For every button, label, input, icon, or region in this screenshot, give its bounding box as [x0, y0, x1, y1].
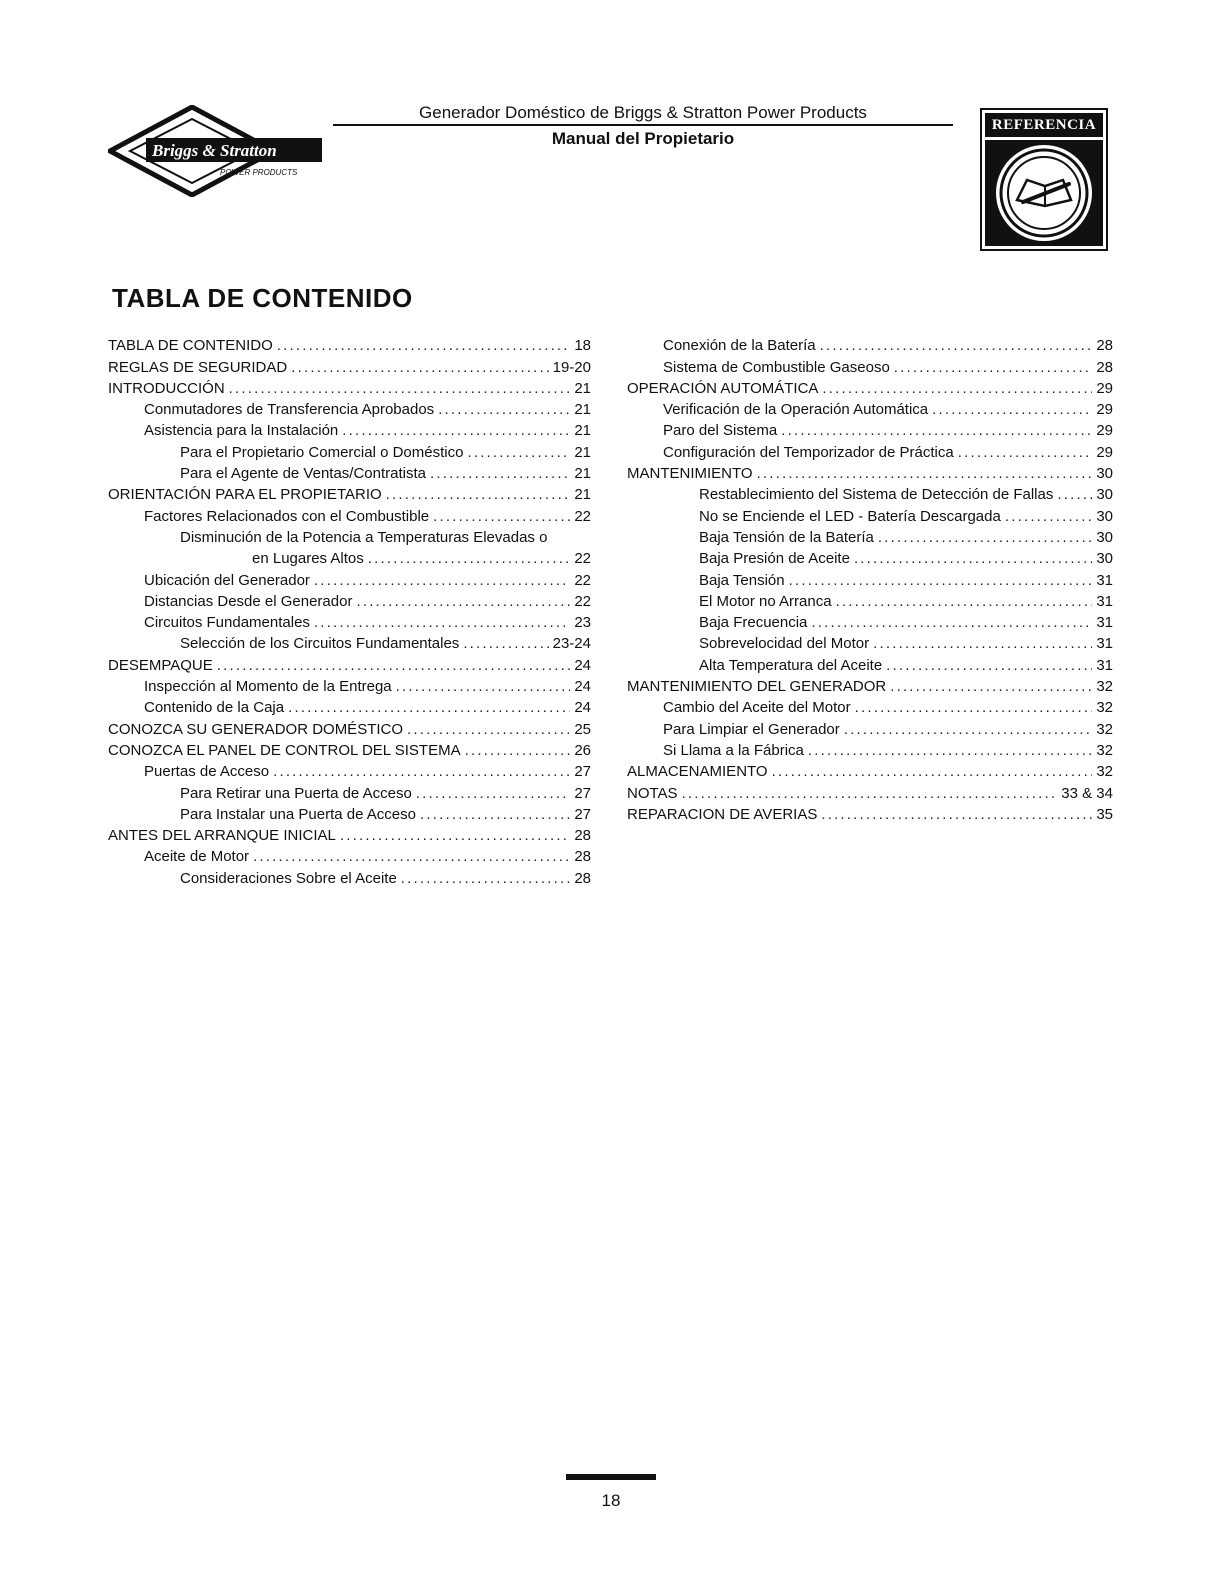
toc-leader-dots [890, 678, 1092, 695]
toc-entry-page: 30 [1096, 465, 1113, 483]
toc-entry-title: REGLAS DE SEGURIDAD [108, 358, 288, 376]
toc-entry-page: 35 [1096, 805, 1113, 823]
toc-entry-page: 22 [574, 571, 591, 589]
toc-entry-page: 27 [574, 784, 591, 802]
toc-leader-dots [467, 444, 570, 461]
toc-leader-dots [821, 806, 1092, 823]
toc-entry-title: Configuración del Temporizador de Práctica [663, 443, 954, 461]
toc-leader-dots [808, 742, 1092, 759]
toc-entry-page: 18 [574, 337, 591, 355]
toc-entry-title: Inspección al Momento de la Entrega [144, 678, 392, 696]
toc-leader-dots [820, 337, 1093, 354]
toc-entry-title: Para Limpiar el Generador [663, 720, 840, 738]
header-rule [333, 124, 953, 126]
toc-entry [627, 716, 1113, 737]
toc-entry-title: Verificación de la Operación Automática [663, 401, 929, 419]
toc-leader-dots [416, 785, 571, 802]
toc-leader-dots [386, 486, 571, 503]
toc-entry [108, 333, 591, 354]
toc-column-right [627, 333, 1113, 823]
toc-entry-page: 21 [574, 443, 591, 461]
toc-entry [108, 844, 591, 865]
toc-leader-dots [873, 635, 1092, 652]
toc-entry-page: 21 [574, 465, 591, 483]
toc-entry [627, 802, 1113, 823]
toc-entry [627, 439, 1113, 460]
toc-leader-dots [342, 422, 570, 439]
toc-entry-title: Puertas de Acceso [144, 763, 270, 781]
toc-entry [108, 589, 591, 610]
toc-entry [627, 525, 1113, 546]
toc-entry [627, 503, 1113, 524]
toc-entry-title: NOTAS [627, 784, 678, 802]
toc-leader-dots [855, 699, 1093, 716]
toc-entry-page: 32 [1096, 720, 1113, 738]
toc-entry [627, 397, 1113, 418]
toc-entry-title: Baja Tensión de la Batería [699, 528, 874, 546]
toc-entry-title: Cambio del Aceite del Motor [663, 699, 851, 717]
toc-entry-page: 21 [574, 486, 591, 504]
toc-entry-page: 32 [1096, 763, 1113, 781]
toc-entry-page: 26 [574, 741, 591, 759]
toc-leader-dots [958, 444, 1093, 461]
toc-entry-title: Alta Temperatura del Aceite [699, 656, 883, 674]
toc-entry [108, 376, 591, 397]
toc-leader-dots [844, 721, 1093, 738]
toc-leader-dots [772, 763, 1093, 780]
toc-entry [108, 802, 591, 823]
toc-entry-page: 31 [1096, 656, 1113, 674]
toc-entry [627, 652, 1113, 673]
toc-entry [108, 631, 591, 652]
toc-entry-title: Factores Relacionados con el Combustible [144, 507, 430, 525]
toc-entry-page: 30 [1096, 528, 1113, 546]
reference-label: REFERENCIA [985, 113, 1103, 137]
toc-entry [627, 333, 1113, 354]
toc-entry-page: 24 [574, 699, 591, 717]
toc-entry-title: Distancias Desde el Generador [144, 592, 353, 610]
toc-leader-dots [811, 614, 1092, 631]
toc-entry [627, 482, 1113, 503]
toc-leader-dots [288, 699, 570, 716]
toc-entry-title: Asistencia para la Instalación [144, 422, 339, 440]
toc-leader-dots [894, 359, 1093, 376]
toc-leader-dots [1005, 508, 1092, 525]
toc-entry-title: Para Retirar una Puerta de Acceso [180, 784, 412, 802]
page-title: TABLA DE CONTENIDO [112, 283, 413, 313]
toc-leader-dots [836, 593, 1093, 610]
toc-entry-page: 32 [1096, 741, 1113, 759]
toc-leader-dots [463, 635, 548, 652]
toc-entry-title: DESEMPAQUE [108, 656, 213, 674]
toc-leader-dots [314, 572, 570, 589]
footer-bar [566, 1474, 656, 1480]
toc-entry [627, 567, 1113, 588]
toc-entry-title: Para el Propietario Comercial o Doméstico [180, 443, 464, 461]
toc-entry [108, 823, 591, 844]
toc-leader-dots [932, 401, 1092, 418]
toc-entry-title: Disminución de la Potencia a Temperaturas Elevadas o [180, 528, 548, 546]
toc-entry-title: Para el Agente de Ventas/Contratista [180, 465, 426, 483]
logo-sub: POWER PRODUCTS [220, 168, 298, 177]
toc-leader-dots [789, 572, 1093, 589]
toc-entry-title: en Lugares Altos [252, 550, 364, 568]
toc-entry [108, 546, 591, 567]
toc-leader-dots [878, 529, 1092, 546]
toc-entry-page: 28 [574, 848, 591, 866]
toc-entry-title: Baja Frecuencia [699, 614, 808, 632]
toc-entry [108, 397, 591, 418]
toc-entry [627, 759, 1113, 780]
toc-entry [627, 546, 1113, 567]
toc-entry [627, 589, 1113, 610]
toc-entry-title: Circuitos Fundamentales [144, 614, 310, 632]
toc-leader-dots [407, 721, 570, 738]
toc-leader-dots [781, 422, 1092, 439]
toc-leader-dots [757, 465, 1093, 482]
toc-entry-page: 21 [574, 401, 591, 419]
toc-leader-dots [356, 593, 570, 610]
toc-entry-title: Conexión de la Batería [663, 337, 816, 355]
toc-entry-title: ALMACENAMIENTO [627, 763, 768, 781]
toc-entry-page: 24 [574, 678, 591, 696]
toc-entry-page: 21 [574, 422, 591, 440]
toc-leader-dots [1057, 486, 1092, 503]
toc-entry-page: 25 [574, 720, 591, 738]
toc-entry [108, 780, 591, 801]
toc-entry [108, 759, 591, 780]
toc-leader-dots [420, 806, 570, 823]
toc-entry-page: 28 [574, 827, 591, 845]
toc-entry-title: Para Instalar una Puerta de Acceso [180, 805, 416, 823]
toc-entry-title: No se Enciende el LED - Batería Descargada [699, 507, 1001, 525]
toc-leader-dots [291, 359, 548, 376]
toc-entry [627, 674, 1113, 695]
toc-entry-page: 30 [1096, 507, 1113, 525]
toc-entry-page: 28 [1096, 358, 1113, 376]
toc-entry-title: Sistema de Combustible Gaseoso [663, 358, 890, 376]
toc-leader-dots [854, 550, 1092, 567]
toc-entry [108, 716, 591, 737]
toc-entry-title: ANTES DEL ARRANQUE INICIAL [108, 827, 336, 845]
logo-name: Briggs & Stratton [152, 141, 277, 160]
toc-entry-page: 31 [1096, 571, 1113, 589]
toc-entry [108, 503, 591, 524]
toc-entry [627, 376, 1113, 397]
toc-leader-dots [217, 657, 571, 674]
toc-entry [108, 674, 591, 695]
toc-entry-title: TABLA DE CONTENIDO [108, 337, 273, 355]
toc-entry [108, 610, 591, 631]
toc-entry-page: 21 [574, 379, 591, 397]
toc-entry-title: OPERACIÓN AUTOMÁTICA [627, 379, 819, 397]
toc-entry-page: 28 [1096, 337, 1113, 355]
toc-leader-dots [682, 785, 1058, 802]
toc-entry [627, 631, 1113, 652]
toc-entry-page: 29 [1096, 401, 1113, 419]
toc-entry-page: 31 [1096, 614, 1113, 632]
toc-entry-title: Baja Presión de Aceite [699, 550, 850, 568]
reference-book-icon [985, 140, 1103, 246]
toc-entry-page: 24 [574, 656, 591, 674]
toc-entry-page: 22 [574, 550, 591, 568]
toc-entry-page: 30 [1096, 486, 1113, 504]
header-title: Generador Doméstico de Briggs & Stratton Power Products [419, 103, 867, 122]
toc-entry-title: CONOZCA SU GENERADOR DOMÉSTICO [108, 720, 404, 738]
toc-entry-page: 28 [574, 869, 591, 887]
toc-entry-page: 22 [574, 507, 591, 525]
toc-entry [627, 354, 1113, 375]
toc-entry [627, 695, 1113, 716]
toc-leader-dots [273, 763, 570, 780]
toc-entry [108, 439, 591, 460]
briggs-stratton-logo [108, 105, 330, 197]
toc-entry-title: Contenido de la Caja [144, 699, 285, 717]
toc-entry-page: 32 [1096, 699, 1113, 717]
toc-entry [108, 354, 591, 375]
toc-leader-dots [229, 380, 571, 397]
toc-entry [108, 567, 591, 588]
toc-entry-title: Paro del Sistema [663, 422, 778, 440]
toc-entry-page: 29 [1096, 379, 1113, 397]
toc-entry-title: Consideraciones Sobre el Aceite [180, 869, 397, 887]
toc-leader-dots [314, 614, 570, 631]
reference-badge [980, 108, 1108, 251]
toc-leader-dots [401, 870, 571, 887]
toc-entry-title: Conmutadores de Transferencia Aprobados [144, 401, 435, 419]
toc-entry [108, 865, 591, 886]
toc-entry [627, 610, 1113, 631]
toc-entry-page: 23 [574, 614, 591, 632]
toc-leader-dots [465, 742, 571, 759]
toc-leader-dots [433, 508, 570, 525]
toc-leader-dots [822, 380, 1092, 397]
page-number: 18 [601, 1491, 621, 1510]
toc-entry [108, 695, 591, 716]
toc-entry-page: 27 [574, 763, 591, 781]
toc-entry-page: 32 [1096, 678, 1113, 696]
toc-entry-page: 27 [574, 805, 591, 823]
toc-entry-title: MANTENIMIENTO DEL GENERADOR [627, 678, 887, 696]
toc-leader-dots [438, 401, 570, 418]
toc-entry [108, 652, 591, 673]
toc-entry-page: 29 [1096, 422, 1113, 440]
toc-entry-title: Baja Tensión [699, 571, 785, 589]
toc-column-left [108, 333, 591, 887]
toc-entry-title: Selección de los Circuitos Fundamentales [180, 635, 460, 653]
toc-entry-page: 23-24 [552, 635, 591, 653]
toc-entry-title: ORIENTACIÓN PARA EL PROPIETARIO [108, 486, 382, 504]
toc-entry-title: CONOZCA EL PANEL DE CONTROL DEL SISTEMA [108, 741, 461, 759]
toc-entry-title: Sobrevelocidad del Motor [699, 635, 870, 653]
toc-entry [627, 418, 1113, 439]
toc-entry-title: INTRODUCCIÓN [108, 379, 225, 397]
toc-entry [108, 418, 591, 439]
toc-leader-dots [253, 848, 570, 865]
toc-entry-page: 19-20 [552, 358, 591, 376]
toc-entry-title: Aceite de Motor [144, 848, 250, 866]
toc-entry [627, 780, 1113, 801]
toc-entry [108, 738, 591, 759]
toc-leader-dots [396, 678, 571, 695]
toc-entry-title: REPARACION DE AVERIAS [627, 805, 818, 823]
toc-entry-page: 31 [1096, 592, 1113, 610]
toc-entry [108, 482, 591, 503]
toc-leader-dots [340, 827, 570, 844]
toc-entry-page: 30 [1096, 550, 1113, 568]
toc-entry-title: Restablecimiento del Sistema de Detección de Fallas [699, 486, 1054, 504]
header-subtitle: Manual del Propietario [551, 129, 735, 148]
toc-entry-page: 22 [574, 592, 591, 610]
toc-entry-page: 33 & 34 [1061, 784, 1113, 802]
toc-entry-title: El Motor no Arranca [699, 592, 832, 610]
toc-leader-dots [277, 337, 571, 354]
toc-entry-page: 29 [1096, 443, 1113, 461]
toc-leader-dots [368, 550, 571, 567]
toc-leader-dots [886, 657, 1092, 674]
toc-entry-title: Si Llama a la Fábrica [663, 741, 804, 759]
toc-entry-title: Ubicación del Generador [144, 571, 310, 589]
toc-entry [108, 461, 591, 482]
toc-entry [108, 525, 591, 546]
toc-entry-page: 31 [1096, 635, 1113, 653]
toc-entry [627, 738, 1113, 759]
toc-entry [627, 461, 1113, 482]
toc-leader-dots [430, 465, 570, 482]
toc-entry-title: MANTENIMIENTO [627, 465, 753, 483]
